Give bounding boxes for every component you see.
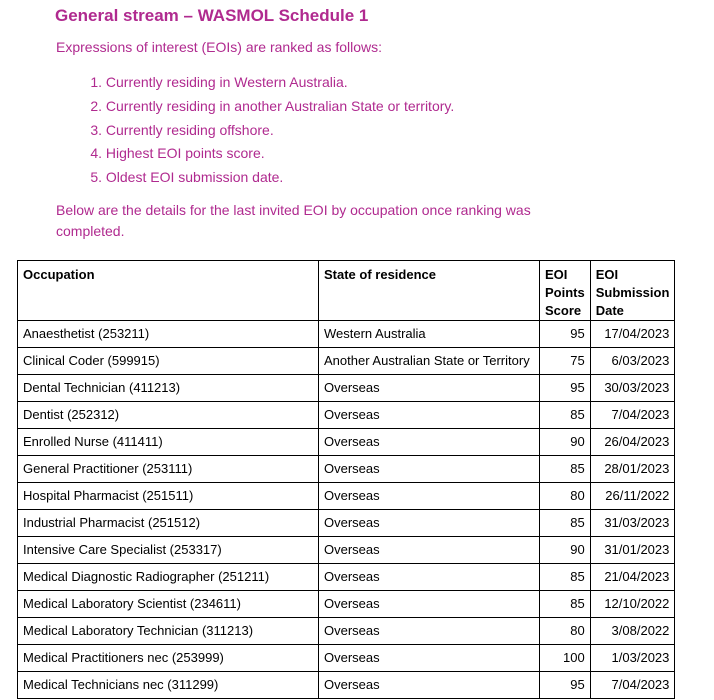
cell-points: 75	[540, 348, 591, 375]
cell-points: 85	[540, 456, 591, 483]
cell-points: 85	[540, 510, 591, 537]
table-row	[18, 537, 675, 564]
table-row	[18, 402, 675, 429]
table-row	[18, 672, 675, 699]
header-points: EOI Points Score	[540, 261, 591, 321]
cell-occupation: Enrolled Nurse (411411)	[18, 429, 319, 456]
cell-state: Overseas	[319, 672, 540, 699]
cell-occupation: Medical Technicians nec (311299)	[18, 672, 319, 699]
cell-occupation: Dental Technician (411213)	[18, 375, 319, 402]
cell-date: 31/01/2023	[590, 537, 675, 564]
table-row	[18, 429, 675, 456]
cell-state: Overseas	[319, 537, 540, 564]
header-occupation: Occupation	[18, 261, 319, 321]
cell-occupation: Dentist (252312)	[18, 402, 319, 429]
cell-date: 17/04/2023	[590, 321, 675, 348]
table-row	[18, 510, 675, 537]
cell-date: 3/08/2022	[590, 618, 675, 645]
cell-state: Overseas	[319, 591, 540, 618]
list-text: Oldest EOI submission date.	[105, 169, 284, 186]
cell-points: 85	[540, 591, 591, 618]
list-text: Currently residing offshore.	[105, 121, 274, 138]
table-row	[18, 591, 675, 618]
cell-date: 12/10/2022	[590, 591, 675, 618]
cell-occupation: Hospital Pharmacist (251511)	[18, 483, 319, 510]
cell-occupation: Industrial Pharmacist (251512)	[18, 510, 319, 537]
cell-state: Overseas	[319, 564, 540, 591]
cell-state: Overseas	[319, 429, 540, 456]
list-number: 2.	[90, 97, 102, 114]
cell-date: 7/04/2023	[590, 402, 675, 429]
table-header-row	[18, 261, 675, 321]
table-row	[18, 456, 675, 483]
list-number: 4.	[90, 145, 102, 162]
cell-date: 21/04/2023	[590, 564, 675, 591]
table-row	[18, 483, 675, 510]
cell-date: 6/03/2023	[590, 348, 675, 375]
table-row	[18, 618, 675, 645]
cell-state: Overseas	[319, 483, 540, 510]
table-body	[18, 321, 675, 699]
cell-occupation: Medical Laboratory Technician (311213)	[18, 618, 319, 645]
cell-date: 1/03/2023	[590, 645, 675, 672]
cell-occupation: Medical Diagnostic Radiographer (251211)	[18, 564, 319, 591]
cell-points: 85	[540, 564, 591, 591]
list-number: 3.	[90, 121, 102, 138]
header-date: EOI Submission Date	[590, 261, 675, 321]
cell-points: 90	[540, 429, 591, 456]
cell-date: 28/01/2023	[590, 456, 675, 483]
cell-state: Overseas	[319, 375, 540, 402]
cell-state: Overseas	[319, 510, 540, 537]
header-state: State of residence	[319, 261, 540, 321]
cell-state: Overseas	[319, 618, 540, 645]
cell-state: Western Australia	[319, 321, 540, 348]
list-number: 1.	[90, 74, 102, 90]
cell-date: 30/03/2023	[590, 375, 675, 402]
cell-points: 95	[540, 321, 591, 348]
table-row	[18, 321, 675, 348]
list-text: Currently residing in another Australian State or territory.	[105, 97, 455, 114]
ranking-list	[56, 72, 454, 191]
cell-occupation: Clinical Coder (599915)	[18, 348, 319, 375]
list-item	[56, 72, 454, 96]
cell-points: 90	[540, 537, 591, 564]
cell-occupation: Intensive Care Specialist (253317)	[18, 537, 319, 564]
list-text: Currently residing in Western Australia.	[105, 74, 348, 90]
cell-occupation: Anaesthetist (253211)	[18, 321, 319, 348]
cell-points: 80	[540, 483, 591, 510]
list-number: 5.	[90, 169, 102, 186]
intro-text: Expressions of interest (EOIs) are ranked as follows:	[56, 39, 383, 55]
list-item	[56, 143, 454, 167]
cell-points: 85	[540, 402, 591, 429]
cell-date: 7/04/2023	[590, 672, 675, 699]
cell-occupation: General Practitioner (253111)	[18, 456, 319, 483]
cell-date: 26/04/2023	[590, 429, 675, 456]
cell-date: 31/03/2023	[590, 510, 675, 537]
cell-state: Another Australian State or Territory	[319, 348, 540, 375]
cell-points: 100	[540, 645, 591, 672]
cell-occupation: Medical Laboratory Scientist (234611)	[18, 591, 319, 618]
table-intro-text: Below are the details for the last invited EOI by occupation once ranking was completed.	[56, 202, 531, 239]
list-item	[56, 167, 454, 191]
cell-points: 95	[540, 375, 591, 402]
table-row	[18, 348, 675, 375]
cell-state: Overseas	[319, 456, 540, 483]
cell-points: 95	[540, 672, 591, 699]
list-item	[56, 120, 454, 144]
eoi-table	[17, 260, 675, 699]
cell-points: 80	[540, 618, 591, 645]
list-item	[56, 96, 454, 120]
table-row	[18, 375, 675, 402]
cell-occupation: Medical Practitioners nec (253999)	[18, 645, 319, 672]
list-text: Highest EOI points score.	[105, 145, 265, 162]
table-row	[18, 564, 675, 591]
cell-date: 26/11/2022	[590, 483, 675, 510]
cell-state: Overseas	[319, 402, 540, 429]
page-heading: General stream – WASMOL Schedule 1	[55, 6, 369, 25]
table-row	[18, 645, 675, 672]
cell-state: Overseas	[319, 645, 540, 672]
